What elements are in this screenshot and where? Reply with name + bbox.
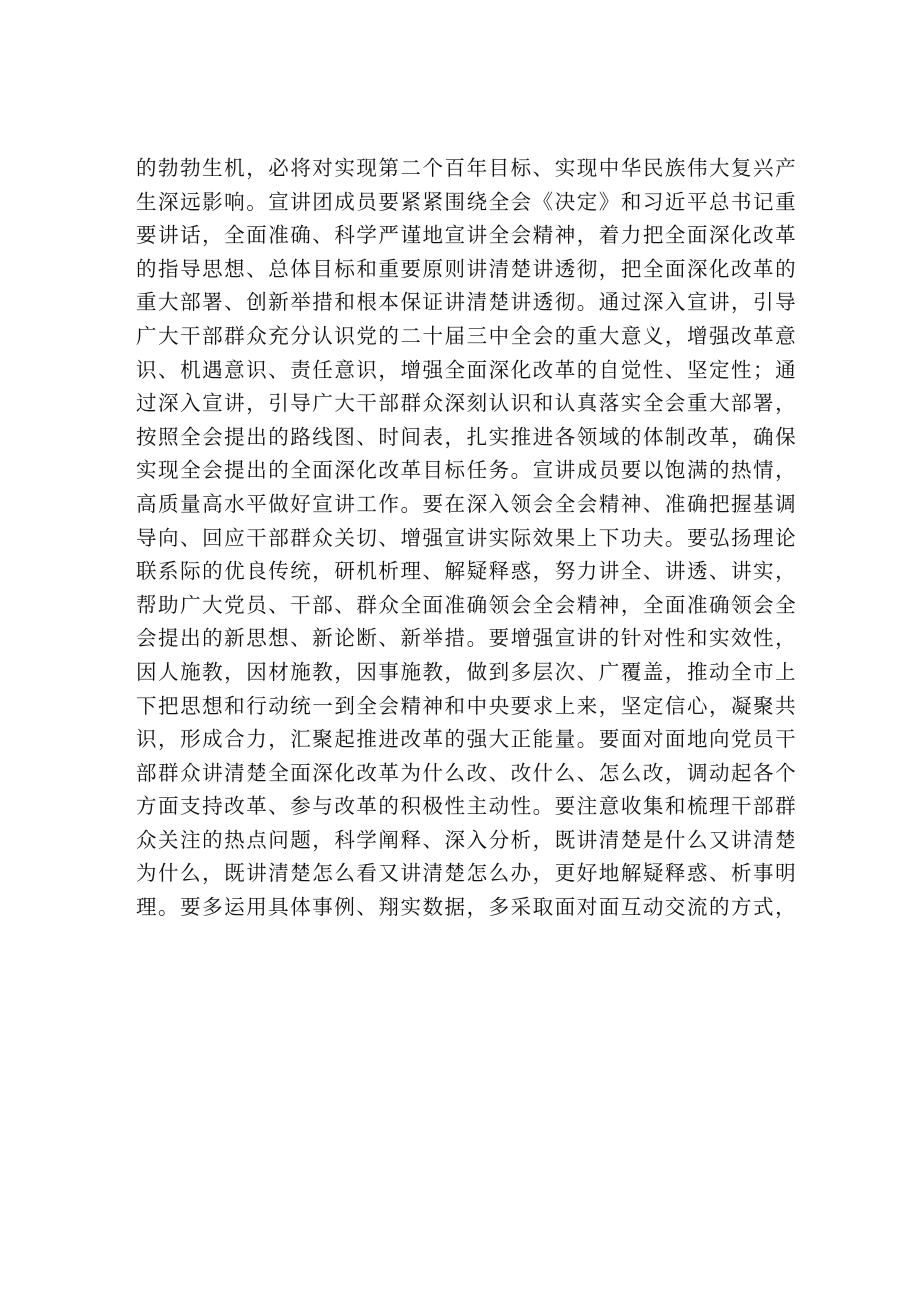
text-line: 生深远影响。宣讲团成员要紧紧围绕全会《决定》和习近平总书记重 xyxy=(136,189,796,214)
body-paragraph xyxy=(136,152,796,925)
text-line: 重大部署、创新举措和根本保证讲清楚讲透彻。通过深入宣讲，引导 xyxy=(136,290,796,315)
text-line: 识、机遇意识、责任意识，增强全面深化改革的自觉性、坚定性；通 xyxy=(136,357,796,382)
text-line: 方面支持改革、参与改革的积极性主动性。要注意收集和梳理干部群 xyxy=(136,794,796,819)
text-line: 众关注的热点问题，科学阐释、深入分析，既讲清楚是什么又讲清楚 xyxy=(136,827,796,852)
text-line: 按照全会提出的路线图、时间表，扎实推进各领域的体制改革，确保 xyxy=(136,424,796,449)
text-line: 下把思想和行动统一到全会精神和中央要求上来，坚定信心，凝聚共 xyxy=(136,693,796,718)
text-line: 的勃勃生机，必将对实现第二个百年目标、实现中华民族伟大复兴产 xyxy=(136,156,796,180)
text-line: 高质量高水平做好宣讲工作。要在深入领会全会精神、准确把握基调 xyxy=(136,491,796,516)
text-line: 因人施教，因材施教，因事施教，做到多层次、广覆盖，推动全市上 xyxy=(136,659,796,684)
text-line: 实现全会提出的全面深化改革目标任务。宣讲成员要以饱满的热情， xyxy=(136,458,796,483)
text-line: 的指导思想、总体目标和重要原则讲清楚讲透彻，把全面深化改革的 xyxy=(136,256,796,281)
text-line: 会提出的新思想、新论断、新举措。要增强宣讲的针对性和实效性， xyxy=(136,626,796,651)
text-line: 为什么，既讲清楚怎么看又讲清楚怎么办，更好地解疑释惑、析事明 xyxy=(136,861,796,886)
text-line: 广大干部群众充分认识党的二十届三中全会的重大意义，增强改革意 xyxy=(136,323,796,348)
text-line: 导向、回应干部群众关切、增强宣讲实际效果上下功夫。要弘扬理论 xyxy=(136,525,796,550)
text-line: 理。要多运用具体事例、翔实数据，多采取面对面互动交流的方式， xyxy=(136,895,796,920)
text-line: 帮助广大党员、干部、群众全面准确领会全会精神，全面准确领会全 xyxy=(136,592,796,617)
text-line: 部群众讲清楚全面深化改革为什么改、改什么、怎么改，调动起各个 xyxy=(136,760,796,785)
text-line: 过深入宣讲，引导广大干部群众深刻认识和认真落实全会重大部署， xyxy=(136,391,796,416)
text-line: 联系际的优良传统，研机析理、解疑释惑，努力讲全、讲透、讲实， xyxy=(136,559,796,584)
text-line: 要讲话，全面准确、科学严谨地宣讲全会精神，着力把全面深化改革 xyxy=(136,223,796,248)
text-line: 识，形成合力，汇聚起推进改革的强大正能量。要面对面地向党员干 xyxy=(136,727,796,752)
